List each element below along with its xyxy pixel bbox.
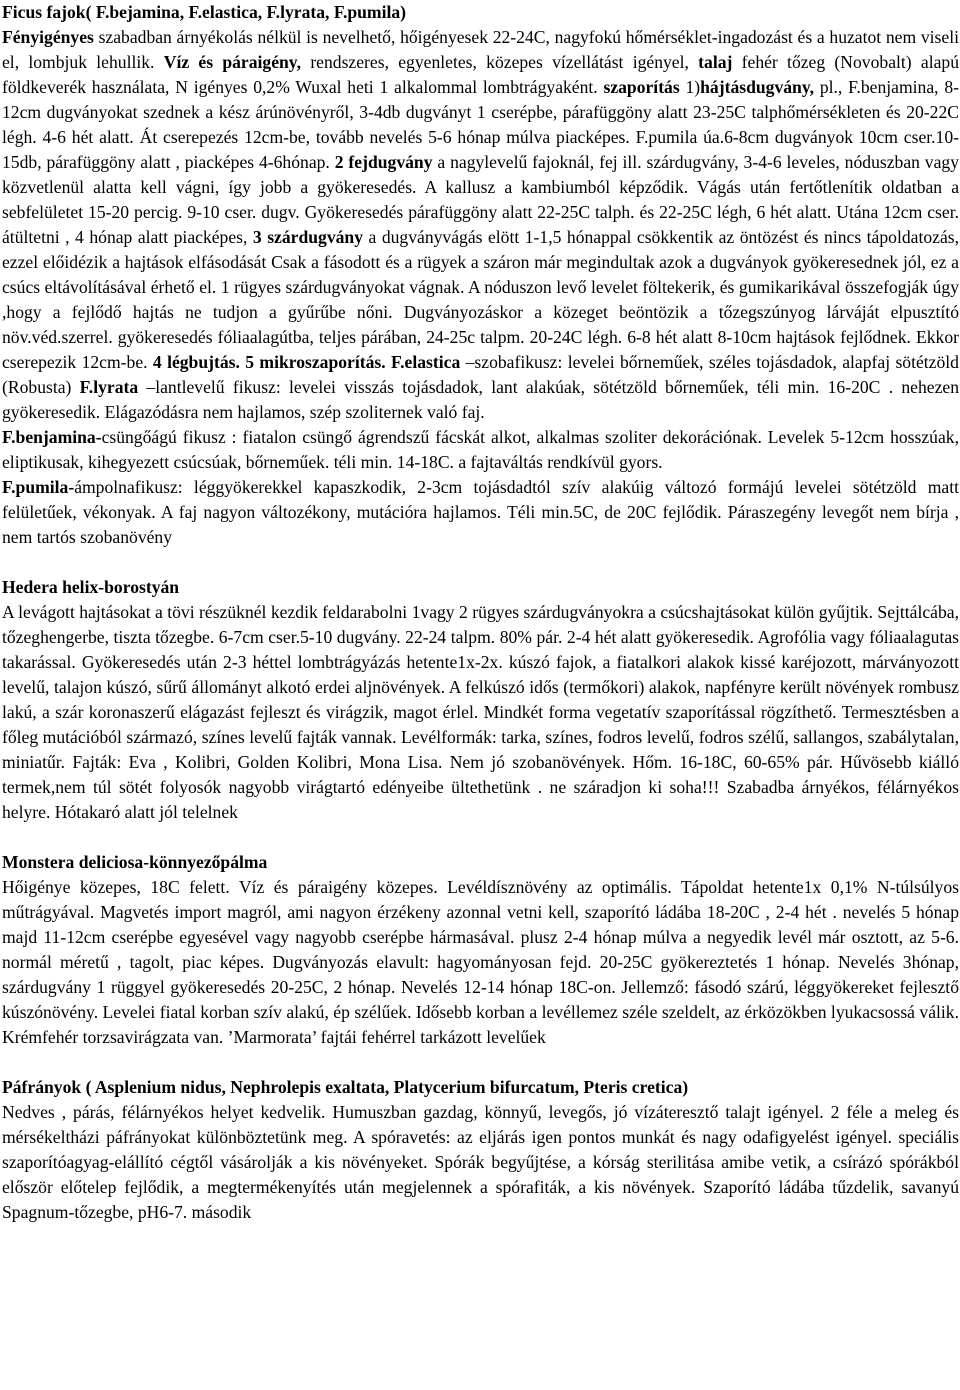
ferns-title: Páfrányok ( Asplenium nidus, Nephrolepis exaltata, Platycerium bifurcatum, Pteris cretica) — [2, 1077, 689, 1097]
ferns-paragraph: Nedves , párás, félárnyékos helyet kedvelik. Humuszban gazdag, könnyű, levegős, jó vízáteresztő talajt igényel. 2 féle a meleg és mérsékeltházi páfrányokat különböztetünk meg. A spóravetés: az eljárás igen pontos munkát és nagy odafigyelést igényel. speciális szaporítóagyag-elállító cégtől vásárolják a kis növényeket. Spórák begyűjtése, a kórság sterilitása amibe vetik, a csírázó spórákból először előtelep fejlődik, a megtermékenyítés után megjelennek a spórafiták, a kis növények. Szaporító ládába tűzdelik, savanyú Spagnum-tőzegbe, pH6-7. második — [2, 1102, 959, 1222]
ferns-section — [2, 1075, 959, 1225]
section-spacer — [2, 825, 959, 850]
monstera-title: Monstera deliciosa-könnyezőpálma — [2, 852, 268, 872]
ficus-paragraph-pumila: F.pumila-ámpolnafikusz: léggyökerekkel kapaszkodik, 2-3cm tojásdadtól szív alakúig változó formájú levelei sötétzöld matt felületűek, vékonyak. A faj nagyon változékony, mutációra hajlamos. Téli min.5C, de 20C fejlődik. Páraszegény levegőt nem bírja , nem tartós szobanövény — [2, 477, 959, 547]
ficus-paragraph-benjamina: F.benjamina-csüngőágú fikusz : fiatalon csüngő ágrendszű fácskát alkot, alkalmas szoliter dekorációnak. Levelek 5-12cm hosszúak, eliptikusak, kihegyezett csúcsúak, bőrneműek. téli min. 14-18C. a fajtaváltás rendkívül gyors. — [2, 427, 959, 472]
section-spacer — [2, 550, 959, 575]
hedera-paragraph: A levágott hajtásokat a tövi részüknél kezdik feldarabolni 1vagy 2 rügyes szárdugványokra a csúcshajtásokat külön gyűjtik. Sejttálcába, tőzeghengerbe, tiszta tőzegbe. 6-7cm cser.5-10 dugvány. 22-24 talpm. 80% pár. 2-4 hét alatt gyökeresedik. Agrofólia vagy fóliaalagutas takarással. Gyökeresedés után 2-3 héttel lombtrágyázás hetente1x-2x. kúszó fajok, a fiatalkori alakok kissé karéjozott, márványozott levelű, talajon kúszó, sűrű állományt alkotó erdei aljnövények. A felkúszó idős (termőkori) alakok, napfényre került növények rombusz lakú, a szár koronaszerű elágazást fejleszt és virágzik, magot érlel. Mindkét forma vegetatív szaporítással rögzíthető. Termesztésben a főleg mutációból származó, színes levelű fajták vannak. Levélformák: tarka, színes, fodros levelű, fodros szélű, sallangos, szabálytalan, miniatűr. Fajták: Eva , Kolibri, Golden Kolibri, Mona Lisa. Nem jó szobanövények. Hőm. 16-18C, 60-65% pár. Hűvösebb kiálló termek,nem túl sötét folyosók nagyobb virágtartó edényeibe ültethetünk . ne száradjon ki soha!!! Szabadba árnyékos, félárnyékos helyre. Hótakaró alatt jól telelnek — [2, 602, 959, 822]
ficus-title: Ficus fajok( F.bejamina, F.elastica, F.lyrata, F.pumila) — [2, 2, 407, 22]
hedera-title: Hedera helix-borostyán — [2, 577, 180, 597]
monstera-paragraph: Hőigénye közepes, 18C felett. Víz és páraigény közepes. Levéldísznövény az optimális. Tápoldat hetente1x 0,1% N-túlsúlyos műtrágyával. Magvetés import magról, ami nagyon érzékeny azonnal vetni kell, szaporító ládába 18-20C , 2-4 hét . nevelés 5 hónap majd 11-12cm cserépbe egyesével vagy nagyobb cserépbe hármasával. plusz 2-4 hónap múlva a negyedik levél már osztott, az 5-6. normál méretű , tagolt, piac képes. Dugványozás elavult: hagyományosan fejd. 20-25C gyökereztetés 1 hónap. Nevelés 3hónap, szárdugvány 1 rüggyel gyökeresedés 20-25C, 2 hónap. Nevelés 12-14 hónap 18C-on. Jellemző: fásodó szárú, léggyökereket fejlesztő kúszónövény. Levelei fiatal korban szív alakú, ép szélűek. Idősebb korban a levéllemez széle szeldelt, az érközökben lyukacsossá válik. Krémfehér torzsavirágzata van. ’Marmorata’ fajtái fehérrel tarkázott levelűek — [2, 877, 959, 1047]
section-spacer — [2, 1050, 959, 1075]
ficus-section — [2, 0, 959, 550]
monstera-section — [2, 850, 959, 1050]
hedera-section — [2, 575, 959, 825]
ficus-paragraph-1: Fényigényes szabadban árnyékolás nélkül is nevelhető, hőigényesek 22-24C, nagyfokú hőmérséklet-ingadozást és a huzatot nem viseli el, lombjuk lehullik. Víz és páraigény, rendszeres, egyenletes, közepes vízellátást igényel, talaj fehér tőzeg (Novobalt) alapú földkeverék használata, N igényes 0,2% Wuxal heti 1 alkalommal lombtrágyaként. szaporítás 1)hájtásdugvány, pl., F.benjamina, 8-12cm dugványokat szednek a kész árúnövényről, 3-4db dugványt 1 cserépbe, párafüggöny alatt 23-25C talphőmérsékleten és 20-22C légh. 4-6 hét alatt. Át cserepezés 12cm-be, tovább nevelés 5-6 hónap múlva piacképes. F.pumila úa.6-8cm dugványok 10cm cser.10-15db, párafüggöny alatt , piacképes 4-6hónap. 2 fejdugvány a nagylevelű fajoknál, fej ill. szárdugvány, 3-4-6 leveles, nóduszban vagy közvetlenül alatta kell vágni, így jobb a gyökeresedés. A kallusz a kambiumból képződik. Vágás után fertőtlenítik oldatban a sebfelületet 15-20 percig. 9-10 cser. dugv. Gyökeresedés párafüggöny alatt 22-25C talph. és 22-25C légh, 6 hét alatt. Utána 12cm cser. átültetni , 4 hónap alatt piacképes, 3 szárdugvány a dugványvágás elött 1-1,5 hónappal csökkentik az öntözést és nincs tápoldatozás, ezzel előidézik a hajtások elfásodását Csak a fásodott és a rügyek a száron már megindultak azok a dugványok gyökeresednek jól, ez a csúcs eltávolításával érhető el. 1 rügyes szárdugványokat vágnak. A nóduszon levő levelet föltekerik, és gumikarikával összefogják úgy ,hogy a fejlődő hajtás ne tudjon a gyűrűbe nőni. Dugványozáskor a közeget beöntözik a tőzegszúnyog lárváját elpusztító növ.véd.szerrel. gyökeresedés fóliaalagútba, teljes párában, 24-25c talpm. 20-24C légh. 6-8 hét alatt 8-10cm hajtások fejlődnek. Ekkor cserepezik 12cm-be. 4 légbujtás. 5 mikroszaporítás. F.elastica –szobafikusz: levelei bőrneműek, széles tojásdadok, alapfaj sötétzöld (Robusta) F.lyrata –lantlevelű fikusz: levelei visszás tojásdadok, lant alakúak, sötétzöld bőrneműek, téli min. 16-20C . nehezen gyökeresedik. Elágazódásra nem hajlamos, szép szoliternek való faj. — [2, 27, 960, 422]
